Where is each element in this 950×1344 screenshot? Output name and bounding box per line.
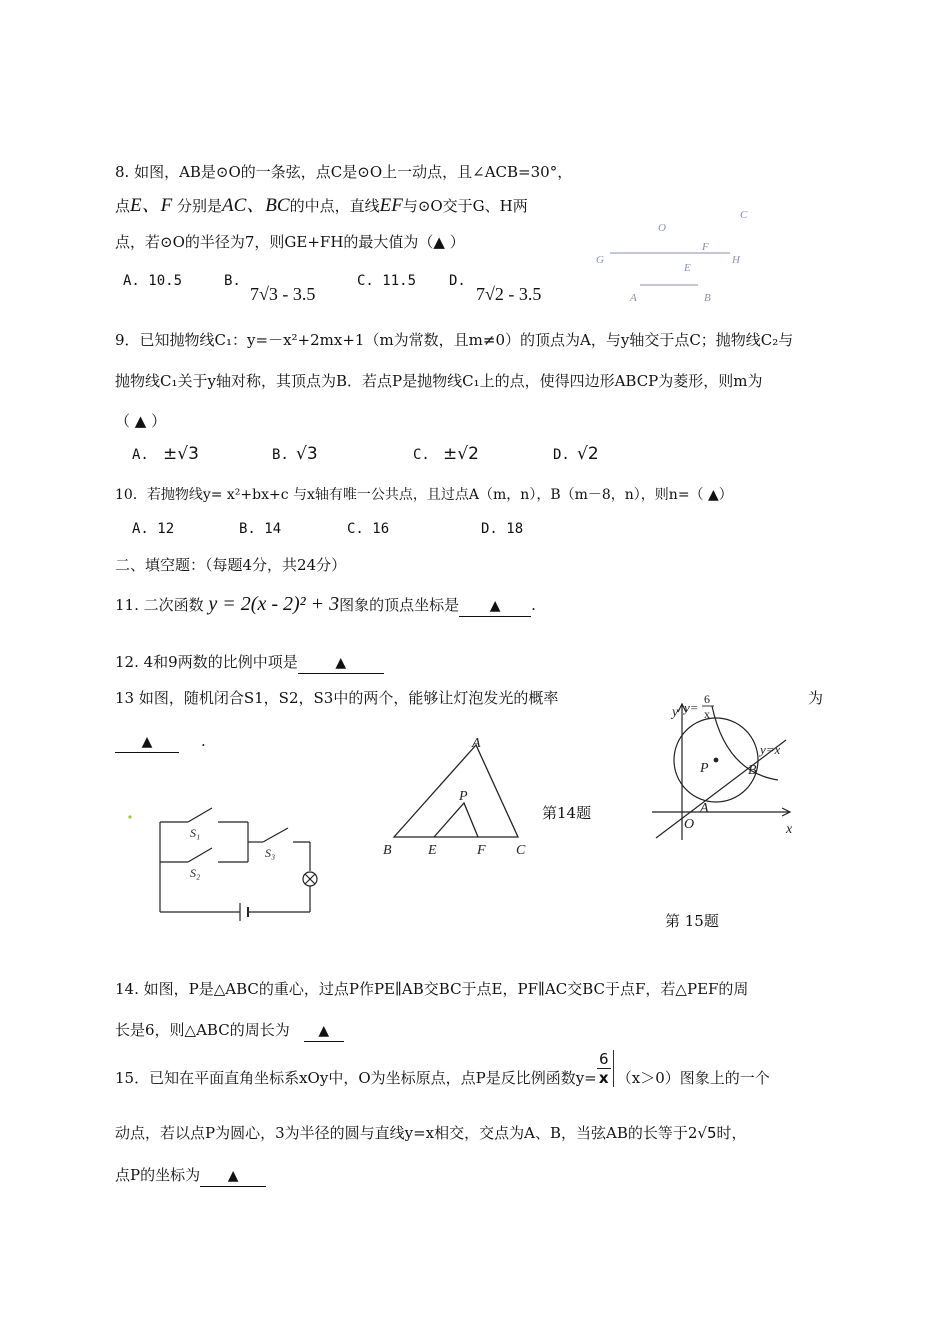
q13-label-s2: S₂ (190, 866, 201, 880)
q15-label-line: y=x (760, 742, 781, 757)
q15-answer-blank[interactable]: ▲ (200, 1166, 266, 1187)
q10-option-b: B. 14 (239, 521, 282, 537)
q15-label-a: A (700, 801, 709, 816)
q10-option-c: C. 16 (347, 521, 390, 537)
q10-option-a: A. 12 (132, 521, 175, 537)
q14-label-e: E (428, 843, 437, 858)
q13-label-s1: S₁ (190, 826, 201, 840)
q15-frac-den: x (598, 1068, 609, 1087)
q13-label-s3: S₃ (265, 846, 276, 860)
q15-label-x-axis: x (786, 822, 793, 837)
q15-coordinate-figure (648, 688, 798, 848)
q15-line3-text: 点P的坐标为 (115, 1166, 201, 1184)
q9-option-c-value: ±√2 (443, 444, 479, 464)
section-2-heading: 二、填空题：（每题4分，共24分） (115, 556, 347, 574)
q15-label-frac-num: 6 (704, 692, 710, 706)
q11-end: . (531, 596, 536, 614)
q8-figure (590, 205, 760, 315)
q9-option-b-value: √3 (296, 444, 318, 464)
q9-option-c: C. (413, 447, 430, 463)
q9-line1: 9．已知抛物线C₁：y=－x²+2mx+1（m为常数，且m≠0）的顶点为A，与y轴交于点C；抛物线C₂与 (115, 331, 794, 349)
q8-option-b-value: 7√3 - 3.5 (250, 284, 316, 304)
q15-line1-pre: 15．已知在平面直角坐标系xOy中，O为坐标原点，点P是反比例函数y= (115, 1069, 597, 1087)
q8-line2-mid: 分别是 (172, 197, 223, 215)
q15-label-frac-den: x (704, 707, 710, 721)
q14-line2-text: 长是6，则△ABC的周长为 (115, 1021, 290, 1039)
q15-line2-pre: 动点，若以点P为圆心，3为半径的圆与直线y=x相交，交点为A、B，当弦AB的长等于2 (115, 1124, 698, 1142)
q12 (115, 652, 384, 674)
q10-option-d: D. 18 (481, 521, 524, 537)
q8-efl: EF (379, 195, 403, 216)
q15-line3 (115, 1165, 266, 1187)
q8-ef: E、F (130, 195, 173, 216)
q8-option-d: D. (449, 273, 466, 289)
q14-figure-caption: 第14题 (542, 804, 592, 822)
q11-answer-blank[interactable]: ▲ (459, 596, 531, 617)
q14-triangle-figure (382, 735, 532, 860)
q13-answer-blank[interactable]: ▲ (115, 732, 179, 753)
q13-line1: 13 如图，随机闭合S1，S2，S3中的两个，能够让灯泡发光的概率 (115, 689, 559, 707)
q14-label-f: F (477, 843, 486, 858)
q8-acbc: AC、BC (222, 195, 290, 216)
q14-answer-blank[interactable]: ▲ (304, 1021, 344, 1042)
q8-option-b: B. (224, 273, 241, 289)
q9-option-a-value: ±√3 (163, 444, 199, 464)
q11-post: 图象的顶点坐标是 (339, 596, 460, 614)
q9-option-d: D. (553, 447, 570, 463)
q9-option-b: B. (272, 447, 289, 463)
q15-root: √5 (697, 1124, 717, 1142)
q9-line2: 抛物线C₁关于y轴对称，其顶点为B．若点P是抛物线C₁上的点，使得四边形ABCP为菱形，则m为 (115, 372, 763, 390)
q8-line2-mid2: 的中点，直线 (289, 197, 380, 215)
q15-label-p: P (700, 761, 709, 776)
q8-option-a: A. 10.5 (123, 273, 183, 289)
q9-option-a: A. (132, 447, 149, 463)
q9-line3: （ ▲ ） (115, 412, 167, 430)
q8-option-c: C. 11.5 (357, 273, 417, 289)
q15-label-y-axis: y (672, 705, 679, 720)
q15-figure-caption: 第 15题 (665, 912, 719, 930)
q13-line2 (115, 731, 206, 753)
q8-fig-label-b: B (704, 292, 711, 304)
q8-fig-label-a: A (630, 292, 637, 304)
q8-line2-end: 与⊙O交于G、H两 (402, 197, 528, 215)
q10-line1: 10．若抛物线y= x²+bx+c 与x轴有唯一公共点，且过点A（m，n），B（m－8，n），则n=（ ▲） (115, 487, 733, 503)
q8-fig-label-c: C (740, 209, 748, 221)
q15-frac-num: 6 (597, 1050, 611, 1069)
q15-fraction (597, 1050, 614, 1087)
q12-pre: 12. 4和9两数的比例中项是 (115, 653, 298, 671)
q15-line1 (115, 1049, 770, 1088)
q12-answer-blank[interactable]: ▲ (298, 653, 384, 674)
q13-post: 为 (808, 689, 824, 707)
q8-fig-label-g: G (596, 254, 604, 266)
q8-line2 (115, 196, 528, 216)
q11 (115, 594, 536, 617)
q13-end: . (201, 732, 206, 750)
q14-label-b: B (383, 843, 392, 858)
q11-pre: 11. 二次函数 (115, 596, 204, 614)
q15-label-b: B (748, 763, 757, 778)
q15-line2 (115, 1123, 747, 1143)
q14-label-a: A (472, 736, 481, 751)
q14-line1: 14. 如图，P是△ABC的重心，过点P作PE∥AB交BC于点E，PF∥AC交BC于点F，若△PEF的周 (115, 980, 749, 998)
q13-circuit-figure (128, 797, 328, 927)
q8-option-d-value: 7√2 - 3.5 (476, 284, 542, 304)
q8-line2-pre: 点 (115, 197, 131, 215)
q15-label-o: O (684, 817, 695, 832)
q11-formula: y = 2(x - 2)² + 3 (208, 593, 340, 615)
q8-line3: 点，若⊙O的半径为7，则GE+FH的最大值为（▲ ） (115, 233, 465, 251)
q15-line1-post: （x＞0）图象上的一个 (616, 1069, 770, 1087)
q8-fig-label-o: O (658, 222, 666, 234)
q8-fig-label-f: F (702, 241, 709, 253)
q9-option-d-value: √2 (577, 444, 599, 464)
q14-label-c: C (516, 843, 526, 858)
q14-line2 (115, 1020, 344, 1042)
q8-line1: 8. 如图，AB是⊙O的一条弦，点C是⊙O上一动点，且∠ACB=30°， (115, 163, 573, 181)
q15-label-y-eq: y= (684, 700, 699, 715)
q14-label-p: P (459, 789, 468, 804)
q8-fig-label-e: E (684, 262, 691, 274)
q15-line2-post: 时， (716, 1124, 747, 1142)
q8-fig-label-h: H (732, 254, 740, 266)
